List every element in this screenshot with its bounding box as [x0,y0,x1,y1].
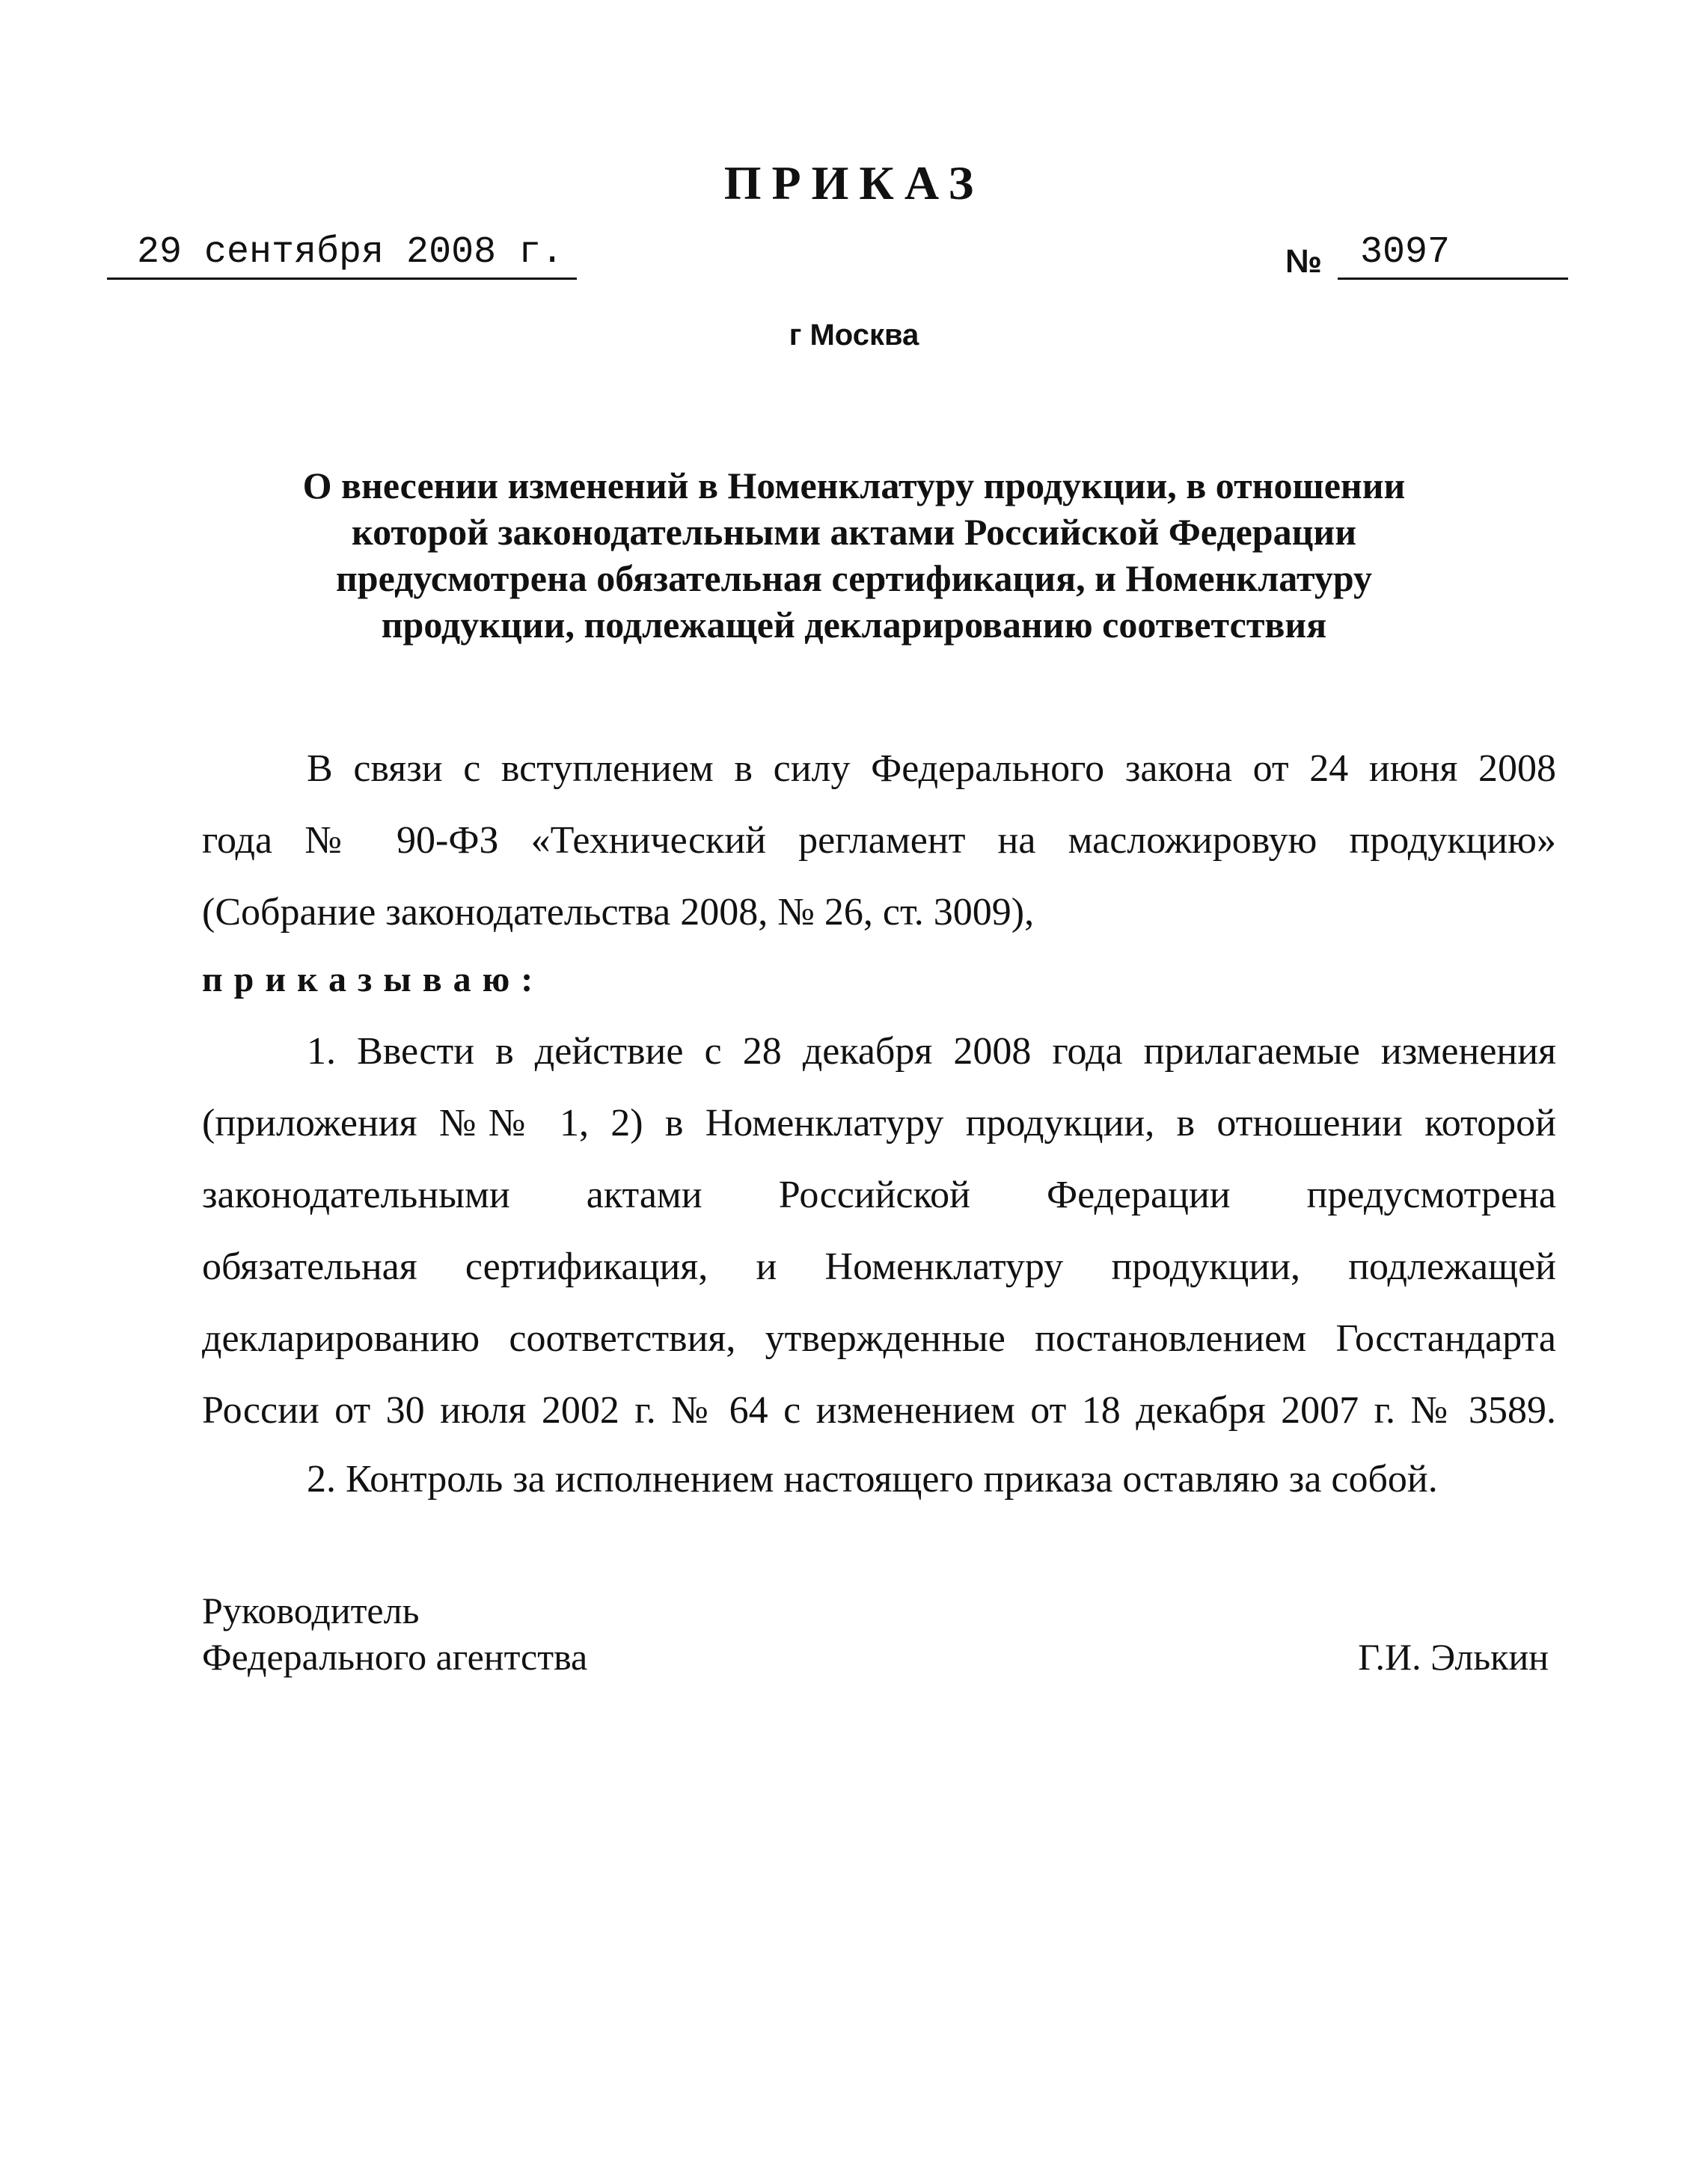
order-item-2 [202,1444,1556,1516]
intro-paragraph [202,733,1556,948]
order-number-label: № [1285,243,1323,280]
subject-line: О внесении изменений в Номенклатуру продукции, в отношении [302,465,1406,506]
order-word: приказываю: [202,960,545,999]
order-number: 3097 [1338,230,1568,280]
order-date: 29 сентября 2008 г. [107,230,577,280]
intro-line: года № 90-ФЗ «Технический регламент на масложировую продукцию» [202,819,1556,862]
signatory-position [202,1587,587,1680]
order-city: г Москва [789,319,919,352]
order-subject [187,462,1521,648]
item-line: 1. Ввести в действие с 28 декабря 2008 года прилагаемые изменения [307,1030,1556,1073]
order-item-1 [202,1016,1556,1447]
item-line: России от 30 июля 2002 г. № 64 с изменением от 18 декабря 2007 г. № 3589. [202,1389,1556,1432]
item-line: обязательная сертификация, и Номенклатуру продукции, подлежащей [202,1245,1556,1288]
signatory-position-line: Федерального агентства [202,1636,588,1678]
subject-line: предусмотрена обязательная сертификация, и Номенклатуру [335,557,1373,599]
item-line: законодательными актами Российской Федерации предусмотрена [202,1174,1556,1216]
intro-line: В связи с вступлением в силу Федерального закона от 24 июня 2008 [307,747,1556,790]
item-line: декларированию соответствия, утвержденные постановлением Госстандарта [202,1317,1556,1360]
intro-line: (Собрание законодательства 2008, № 26, ст. 3009), [202,891,1035,934]
item-line: (приложения №№ 1, 2) в Номенклатуру продукции, в отношении которой [202,1102,1556,1144]
subject-line: продукции, подлежащей декларированию соответствия [381,604,1327,646]
item-line: 2. Контроль за исполнением настоящего приказа оставляю за собой. [307,1458,1438,1501]
signatory-position-line: Руководитель [202,1590,420,1631]
document-title: ПРИКАЗ [723,156,985,209]
signatory-name: Г.И. Элькин [1358,1636,1549,1678]
subject-line: которой законодательными актами Российской Федерации [351,511,1357,553]
